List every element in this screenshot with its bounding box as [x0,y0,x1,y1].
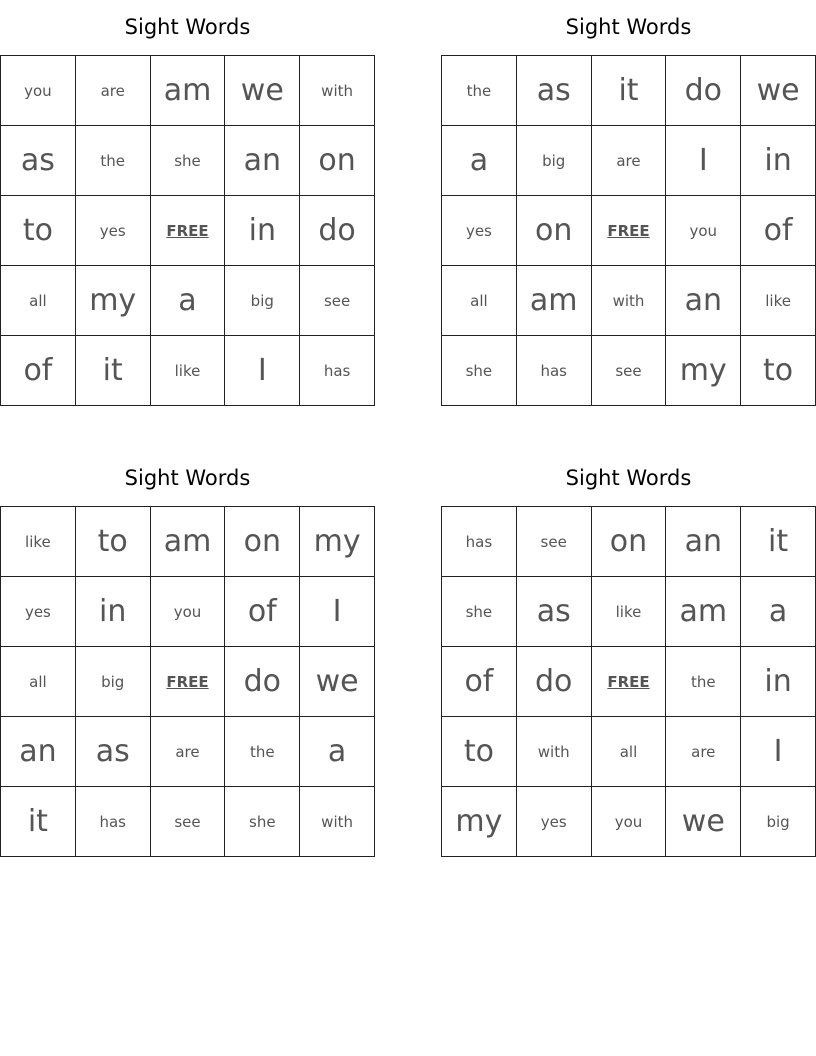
card-title: Sight Words [124,466,251,490]
word-cell: in [225,196,300,266]
word-cell: she [442,336,517,406]
word-cell: yes [1,577,76,647]
word-cell: see [151,787,226,857]
word-cell: you [592,787,667,857]
word-cell: big [225,266,300,336]
free-space: FREE [151,647,226,717]
word-cell: in [741,647,816,717]
word-cell: I [666,126,741,196]
word-cell: in [741,126,816,196]
word-cell: my [76,266,151,336]
card-title: Sight Words [565,15,692,39]
word-cell: with [592,266,667,336]
word-cell: to [76,507,151,577]
word-cell: it [76,336,151,406]
word-cell: she [225,787,300,857]
word-cell: has [300,336,375,406]
word-cell: with [517,717,592,787]
word-cell: of [741,196,816,266]
word-cell: see [300,266,375,336]
word-cell: we [300,647,375,717]
word-cell: we [666,787,741,857]
word-cell: do [517,647,592,717]
word-cell: we [225,56,300,126]
word-cell: on [225,507,300,577]
word-cell: as [1,126,76,196]
word-cell: the [76,126,151,196]
word-cell: my [300,507,375,577]
word-cell: on [517,196,592,266]
word-cell: all [1,266,76,336]
word-cell: all [592,717,667,787]
word-cell: it [592,56,667,126]
card-title: Sight Words [565,466,692,490]
word-cell: to [1,196,76,266]
word-cell: are [666,717,741,787]
word-cell: you [666,196,741,266]
word-cell: with [300,56,375,126]
word-cell: she [151,126,226,196]
word-cell: we [741,56,816,126]
word-cell: all [442,266,517,336]
word-cell: do [225,647,300,717]
free-space: FREE [151,196,226,266]
word-cell: do [666,56,741,126]
word-cell: see [592,336,667,406]
word-cell: with [300,787,375,857]
word-cell: like [151,336,226,406]
word-cell: all [1,647,76,717]
word-cell: an [225,126,300,196]
word-cell: am [151,56,226,126]
word-cell: you [1,56,76,126]
word-cell: an [666,507,741,577]
word-cell: see [517,507,592,577]
word-cell: are [151,717,226,787]
word-cell: as [76,717,151,787]
word-grid [0,506,375,857]
card-title: Sight Words [124,15,251,39]
word-cell: you [151,577,226,647]
word-cell: to [741,336,816,406]
word-cell: big [517,126,592,196]
word-cell: a [741,577,816,647]
word-cell: a [442,126,517,196]
word-cell: on [592,507,667,577]
word-cell: it [1,787,76,857]
word-cell: of [225,577,300,647]
word-grid [441,506,816,857]
word-cell: the [666,647,741,717]
word-cell: has [517,336,592,406]
word-cell: my [442,787,517,857]
word-cell: my [666,336,741,406]
free-space: FREE [592,647,667,717]
word-cell: yes [442,196,517,266]
word-cell: are [592,126,667,196]
word-grid [441,55,816,406]
word-cell: as [517,56,592,126]
word-cell: the [442,56,517,126]
word-cell: am [517,266,592,336]
word-cell: am [666,577,741,647]
word-cell: are [76,56,151,126]
word-cell: yes [76,196,151,266]
word-cell: big [741,787,816,857]
word-cell: an [1,717,76,787]
word-cell: like [741,266,816,336]
word-cell: I [300,577,375,647]
word-cell: of [442,647,517,717]
word-cell: it [741,507,816,577]
word-cell: in [76,577,151,647]
word-cell: the [225,717,300,787]
word-cell: as [517,577,592,647]
word-cell: am [151,507,226,577]
word-cell: like [1,507,76,577]
word-cell: to [442,717,517,787]
word-cell: a [151,266,226,336]
word-cell: I [225,336,300,406]
word-cell: has [442,507,517,577]
word-cell: of [1,336,76,406]
word-cell: like [592,577,667,647]
word-cell: she [442,577,517,647]
word-cell: on [300,126,375,196]
word-cell: do [300,196,375,266]
word-cell: big [76,647,151,717]
word-cell: yes [517,787,592,857]
word-cell: a [300,717,375,787]
word-cell: I [741,717,816,787]
word-grid [0,55,375,406]
free-space: FREE [592,196,667,266]
word-cell: has [76,787,151,857]
word-cell: an [666,266,741,336]
